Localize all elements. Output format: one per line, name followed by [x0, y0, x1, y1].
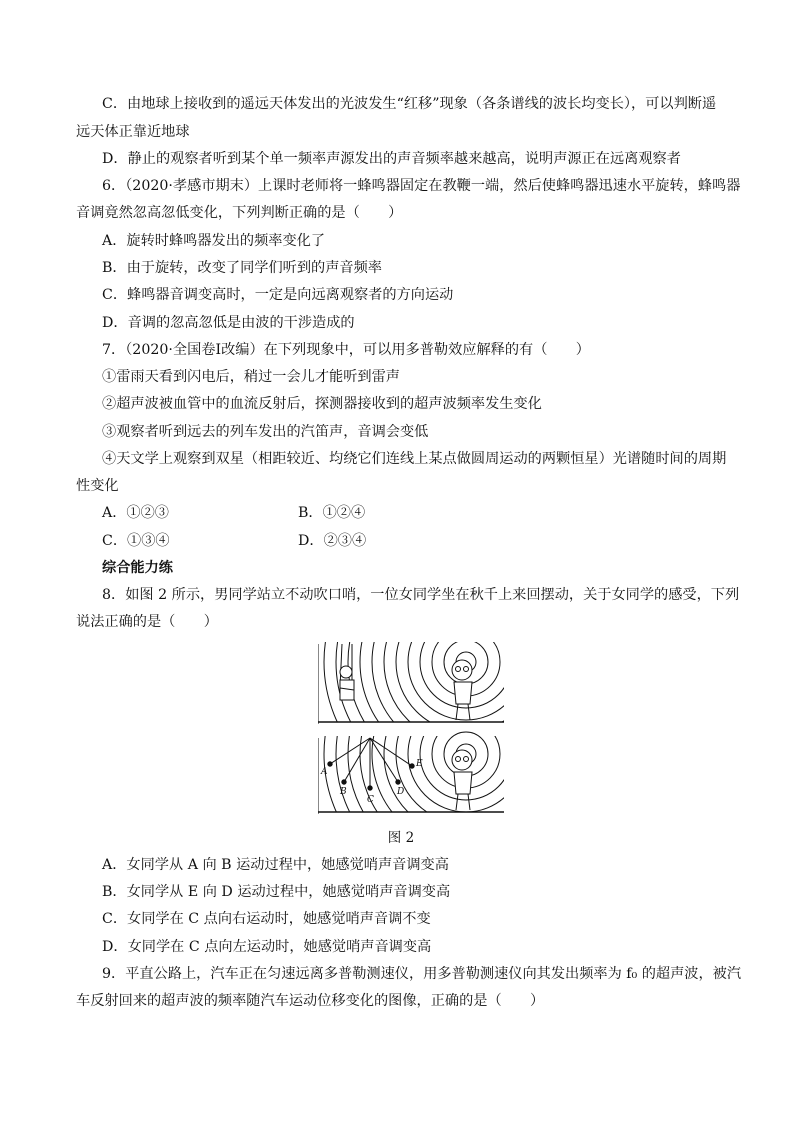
statement-3: ③观察者听到远去的列车发出的汽笛声，音调会变低: [102, 424, 429, 440]
point-label-e: E: [416, 759, 423, 769]
text-line: C．由地球上接收到的遥远天体发出的光波发生“红移”现象（各条谱线的波长均变长），可以判断遥: [102, 96, 717, 112]
text-line: 远天体正靠近地球: [76, 124, 190, 140]
text-line: 性变化: [76, 478, 119, 494]
text-line: 车反射回来的超声波的频率随汽车运动位移变化的图像，正确的是（ ）: [76, 993, 545, 1009]
point-label-b: B: [340, 787, 347, 797]
question-6-stem: 6．（2020·孝感市期末）上课时老师将一蜂鸣器固定在教鞭一端，然后使蜂鸣器迅速水平旋转，蜂鸣器: [102, 178, 741, 194]
figure-caption: 图 2: [387, 830, 415, 846]
question-8-stem: 8．如图 2 所示，男同学站立不动吹口哨，一位女同学坐在秋千上来回摆动，关于女同学的感受，下列: [102, 587, 740, 603]
option-b: B．由于旋转，改变了同学们听到的声音频率: [102, 260, 382, 276]
point-label-c: C: [367, 795, 374, 805]
statement-4: ④天文学上观察到双星（相距较近、均绕它们连线上某点做圆周运动的两颗恒星）光谱随时间的周期: [102, 451, 727, 467]
option-d: D．音调的忽高忽低是由波的干涉造成的: [102, 315, 355, 331]
point-label-d: D: [397, 787, 405, 797]
option-c: C．蜂鸣器音调变高时，一定是向远离观察者的方向运动: [102, 287, 454, 303]
statement-2: ②超声波被血管中的血流反射后，探测器接收到的超声波频率发生变化: [102, 396, 542, 412]
text-line: 音调竟然忽高忽低变化，下列判断正确的是（ ）: [76, 205, 403, 221]
q8-option-a: A．女同学从 A 向 B 运动过程中，她感觉哨声音调变高: [102, 857, 449, 873]
statement-1: ①雷雨天看到闪电后，稍过一会儿才能听到雷声: [102, 369, 400, 385]
figure-2-illustration: [318, 642, 504, 820]
q7-option-b: B．①②④: [298, 505, 366, 521]
section-heading: 综合能力练: [102, 560, 173, 576]
q8-option-b: B．女同学从 E 向 D 运动过程中，她感觉哨声音调变高: [102, 884, 451, 900]
q7-option-c: C．①③④: [102, 533, 170, 549]
q8-option-c: C．女同学在 C 点向右运动时，她感觉哨声音调不变: [102, 911, 431, 927]
q8-option-d: D．女同学在 C 点向左运动时，她感觉哨声音调变高: [102, 939, 432, 955]
text-line: 说法正确的是（ ）: [76, 614, 218, 630]
question-9-stem: 9．平直公路上，汽车正在匀速远离多普勒测速仪，用多普勒测速仪向其发出频率为 f₀ 的超声波，被汽: [102, 966, 742, 982]
question-7-stem: 7．（2020·全国卷Ⅰ改编）在下列现象中，可以用多普勒效应解释的有（ ）: [102, 342, 590, 358]
q7-option-d: D．②③④: [298, 533, 367, 549]
q7-option-a: A．①②③: [102, 505, 169, 521]
point-label-a: A: [321, 767, 328, 777]
text-line: D．静止的观察者听到某个单一频率声源发出的声音频率越来越高，说明声源正在远离观察者: [102, 151, 681, 167]
option-a: A．旋转时蜂鸣器发出的频率变化了: [102, 233, 326, 249]
